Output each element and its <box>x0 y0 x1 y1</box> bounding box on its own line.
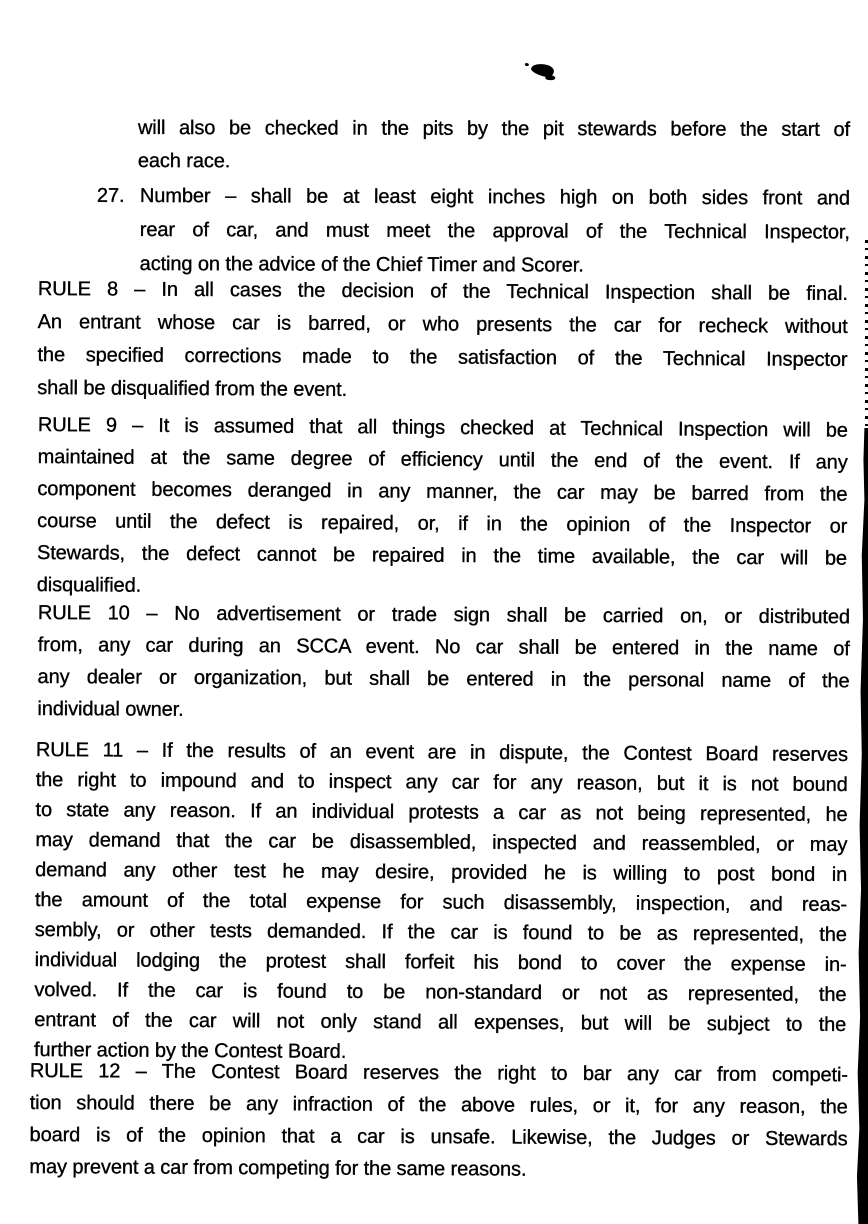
text-line: each race. <box>137 149 231 173</box>
text-line: course until the defect is repaired, or, if in the opinion of the Inspector or <box>37 509 848 538</box>
text-line: further action by the Contest Board. <box>34 1038 347 1063</box>
text-line: the specified corrections made to the satisfaction of the Technical Inspector <box>37 343 848 371</box>
paragraph-item-27 <box>96 179 850 283</box>
text-line: tion should there be any infraction of the above rules, or it, for any reason, the <box>29 1091 848 1119</box>
paragraph-rule-12 <box>29 1055 848 1187</box>
text-line: any dealer or organization, but shall be entered in the personal name of the <box>37 665 850 693</box>
paragraph-rule-10 <box>37 597 850 729</box>
text-line: disqualified. <box>36 573 142 597</box>
text-line: the right to impound and to inspect any car for any reason, but it is not bound <box>35 768 848 796</box>
text-line: board is of the opinion that a car is unsafe. Likewise, the Judges or Stewards <box>29 1123 848 1151</box>
scanner-edge-streak-solid <box>856 428 868 1224</box>
paragraph-rule-11 <box>34 735 848 1070</box>
list-item-number: 27. <box>96 184 125 207</box>
text-line: RULE 12 – The Contest Board reserves the right to bar any car from competi- <box>29 1059 848 1087</box>
text-line: RULE 11 – If the results of an event are in dispute, the Contest Board reserves <box>35 738 848 766</box>
text-line: will also be checked in the pits by the pit stewards before the start of <box>137 116 850 141</box>
text-line: Stewards, the defect cannot be repaired in the time available, the car will be <box>36 541 848 570</box>
text-line: sembly, or other tests demanded. If the car is found to be as represented, the <box>34 918 847 946</box>
text-line: RULE 10 – No advertisement or trade sign shall be carried on, or distributed <box>37 601 850 629</box>
text-line: rear of car, and must meet the approval of the Technical Inspector, <box>139 218 850 244</box>
text-line: entrant of the car will not only stand all expenses, but will be subject to the <box>34 1008 847 1036</box>
text-line: individual lodging the protest shall forfeit his bond to cover the expense in- <box>34 948 847 976</box>
paragraph-rule-9 <box>37 409 848 607</box>
text-line: RULE 9 – It is assumed that all things checked at Technical Inspection will be <box>37 413 848 442</box>
text-line: An entrant whose car is barred, or who presents the car for recheck without <box>37 310 848 338</box>
text-line: maintained at the same degree of efficiency until the end of the event. If any <box>37 445 848 474</box>
text-line: volved. If the car is found to be non-standard or not as represented, the <box>34 978 847 1006</box>
text-line: from, any car during an SCCA event. No car shall be entered in the name of <box>37 633 850 661</box>
paragraph-rule-8 <box>37 273 848 410</box>
text-line: shall be disqualified from the event. <box>37 376 348 401</box>
text-line: may demand that the car be disassembled, inspected and reassembled, or may <box>35 828 848 856</box>
paragraph-item-26-continuation <box>138 112 850 180</box>
text-line: individual owner. <box>37 697 184 721</box>
text-line: RULE 8 – In all cases the decision of the Technical Inspection shall be final. <box>37 277 848 305</box>
text-line: to state any reason. If an individual protests a car as not being represented, he <box>35 798 848 826</box>
text-line: Number – shall be at least eight inches high on both sides front and <box>139 184 850 210</box>
text-line: demand any other test he may desire, provided he is willing to post bond in <box>35 858 848 886</box>
ink-smudge-artifact <box>530 61 555 78</box>
text-line: acting on the advice of the Chief Timer and Scorer. <box>139 252 584 277</box>
text-line: may prevent a car from competing for the same reasons. <box>29 1155 527 1181</box>
text-line: component becomes deranged in any manner, the car may be barred from the <box>37 477 848 506</box>
text-line: the amount of the total expense for such disassembly, inspection, and reas- <box>34 888 848 916</box>
